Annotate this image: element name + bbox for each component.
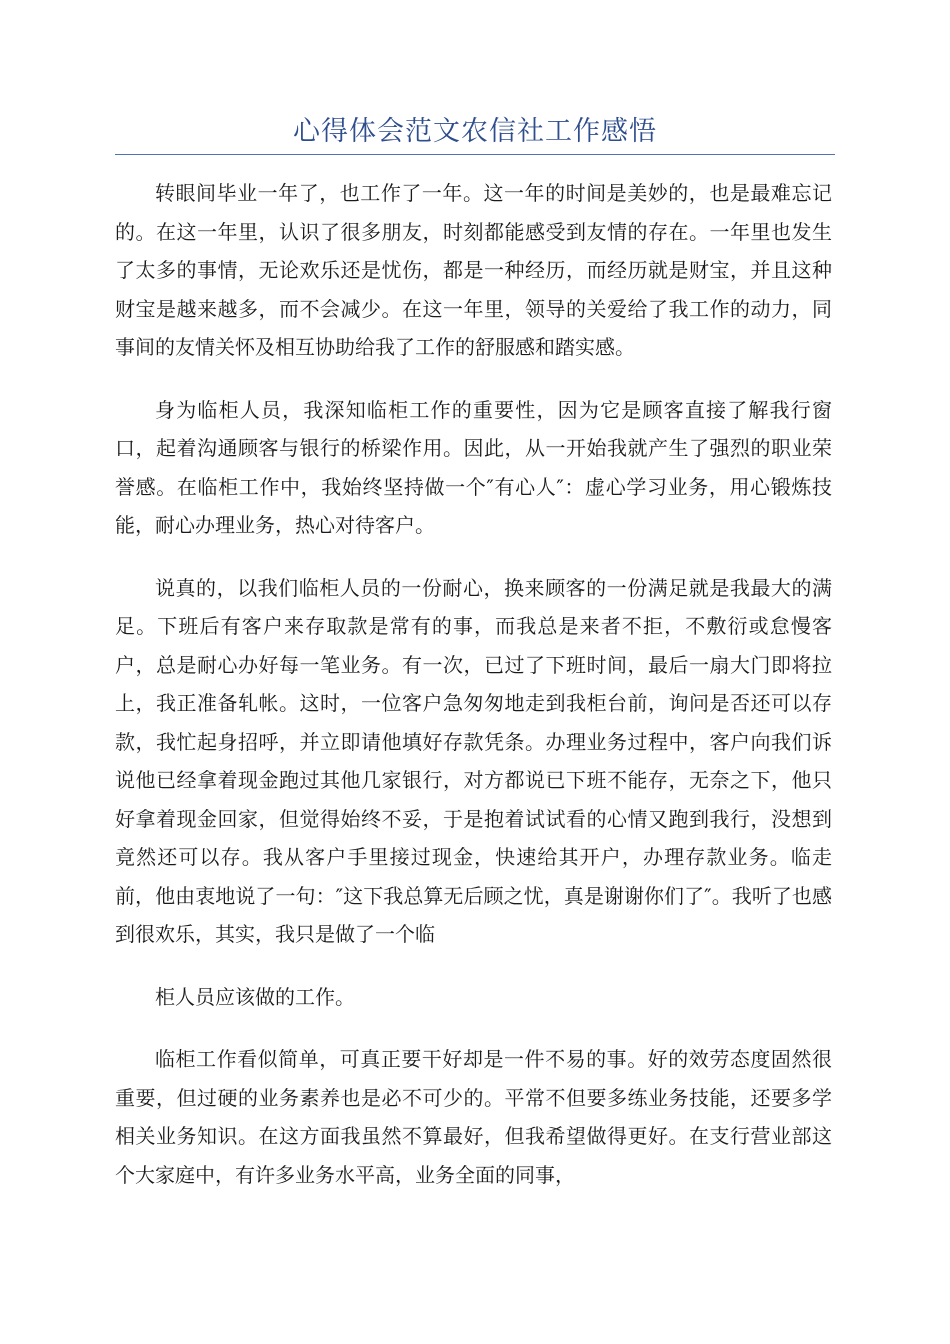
- paragraph-4: 柜人员应该做的工作。: [155, 984, 355, 1009]
- title-underline: [115, 154, 835, 155]
- paragraph-1: 转眼间毕业一年了，也工作了一年。这一年的时间是美妙的，也是最难忘记的。在这一年里，认识了很多朋友，时刻都能感受到友情的存在。一年里也发生了太多的事情，无论欢乐还是忧伤，都是一种经历，而经历就是财宝，并且这种财宝是越来越多，而不会减少。在这一年里，领导的关爱给了我工作的动力，同事间的友情关怀及相互协助给我了工作的舒服感和踏实感。: [115, 181, 832, 359]
- document-title: 心得体会范文农信社工作感悟: [293, 116, 657, 147]
- paragraph-2: 身为临柜人员，我深知临柜工作的重要性，因为它是顾客直接了解我行窗口，起着沟通顾客与银行的桥梁作用。因此，从一开始我就产生了强烈的职业荣誉感。在临柜工作中，我始终坚持做一个″有心人″：虚心学习业务，用心锻炼技能，耐心办理业务，热心对待客户。: [115, 397, 832, 537]
- paragraph-5: 临柜工作看似简单，可真正要干好却是一件不易的事。好的效劳态度固然很重要，但过硬的业务素养也是必不可少的。平常不但要多练业务技能，还要多学相关业务知识。在这方面我虽然不算最好，但我希望做得更好。在支行营业部这个大家庭中，有许多业务水平高，业务全面的同事，: [115, 1047, 832, 1187]
- paragraph-3: 说真的，以我们临柜人员的一份耐心，换来顾客的一份满足就是我最大的满足。下班后有客户来存取款是常有的事，而我总是来者不拒，不敷衍或怠慢客户，总是耐心办好每一笔业务。有一次，已过了下班时间，最后一扇大门即将拉上，我正准备轧帐。这时，一位客户急匆匆地走到我柜台前，询问是否还可以存款，我忙起身招呼，并立即请他填好存款凭条。办理业务过程中，客户向我们诉说他已经拿着现金跑过其他几家银行，对方都说已下班不能存，无奈之下，他只好拿着现金回家，但觉得始终不妥，于是抱着试试看的心情又跑到我行，没想到竟然还可以存。我从客户手里接过现金，快速给其开户，办理存款业务。临走前，他由衷地说了一句：″这下我总算无后顾之忧，真是谢谢你们了″。我听了也感到很欢乐，其实，我只是做了一个临: [115, 575, 832, 946]
- document-body: [115, 174, 832, 1218]
